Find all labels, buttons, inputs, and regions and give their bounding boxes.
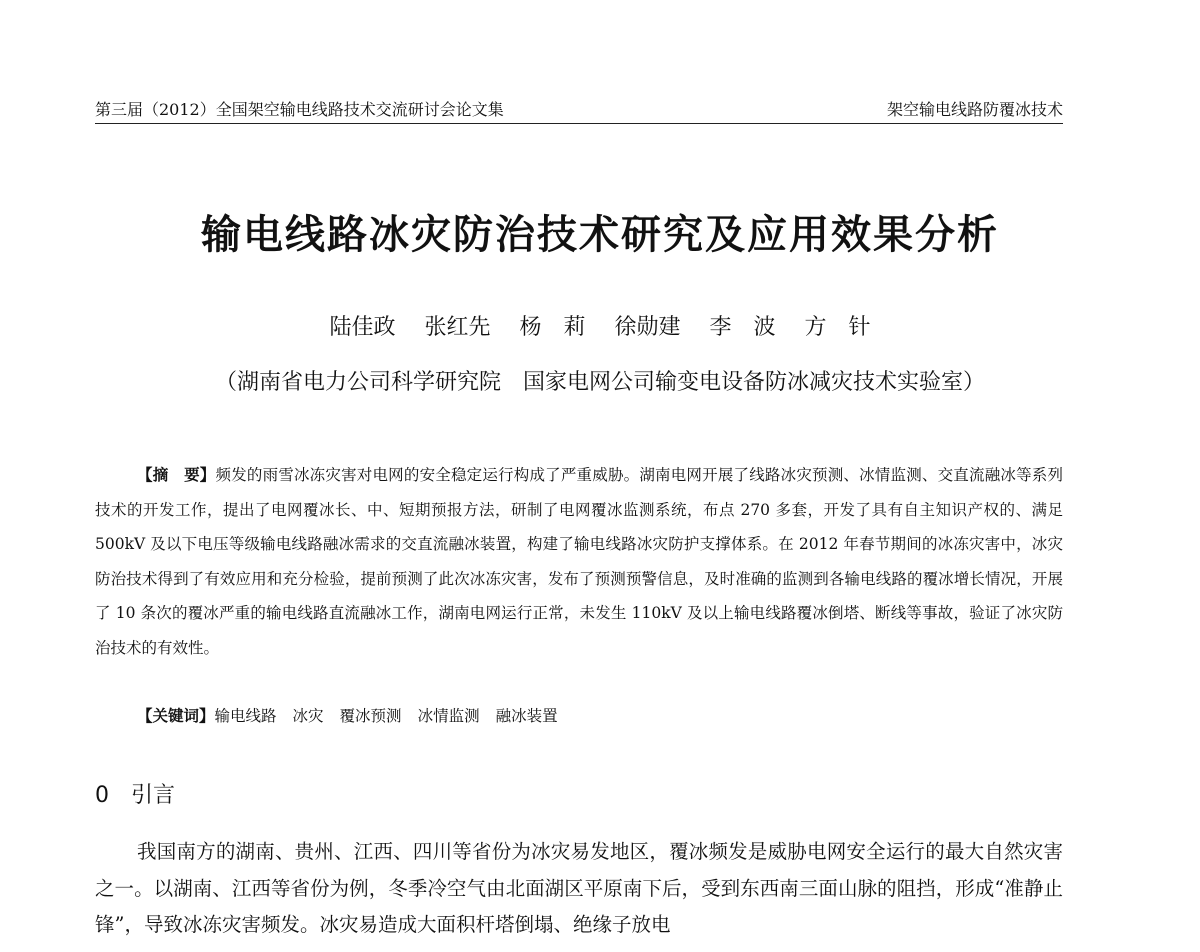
proceedings-title: 第三届（2012）全国架空输电线路技术交流研讨会论文集	[95, 100, 504, 119]
abstract-text: 频发的雨雪冰冻灾害对电网的安全稳定运行构成了严重威胁。湖南电网开展了线路冰灾预测、冰情监测、交直流融冰等系列技术的开发工作，提出了电网覆冰长、中、短期预报方法，研制了电网覆冰监测系统，布点 270 多套，开发了具有自主知识产权的、满足 500kV 及以下电压等级输电线路融冰需求的交直流融冰装置，构建了输电线路冰灾防护支撑体系。在 2012 年春节期间的冰冻灾害中，冰灾防治技术得到了有效应用和充分检验，提前预测了此次冰冻灾害，发布了预测预警信息，及时准确的监测到各输电线路的覆冰增长情况，开展了 10 条次的覆冰严重的输电线路直流融冰工作，湖南电网运行正常，未发生 110kV 及以上输电线路覆冰倒塔、断线等事故，验证了冰灾防治技术的有效性。	[95, 466, 1063, 657]
author-name: 张红先	[424, 315, 491, 340]
author-name: 李 波	[709, 315, 776, 340]
section-topic: 架空输电线路防覆冰技术	[886, 100, 1063, 119]
section-title: 引言	[131, 783, 176, 808]
keyword: 冰情监测	[417, 707, 480, 725]
keyword: 融冰装置	[495, 707, 558, 725]
author-name: 陆佳政	[329, 315, 396, 340]
keyword: 输电线路	[214, 707, 277, 725]
running-header	[95, 97, 1063, 124]
author-name: 杨 莉	[519, 315, 586, 340]
abstract	[95, 458, 1063, 665]
body-paragraph: 我国南方的湖南、贵州、江西、四川等省份为冰灾易发地区，覆冰频发是威胁电网安全运行的最大自然灾害之一。以湖南、江西等省份为例，冬季冷空气由北面湖区平原南下后，受到东西南三面山脉的阻挡，形成“准静止锋”，导致冰冻灾害频发。冰灾易造成大面积杆塔倒塌、绝缘子放电	[95, 840, 1063, 936]
abstract-label: 【摘 要】	[137, 466, 216, 484]
keyword: 冰灾	[292, 707, 324, 725]
paper-title: 输电线路冰灾防治技术研究及应用效果分析	[201, 212, 999, 258]
affiliation: （湖南省电力公司科学研究院 国家电网公司输变电设备防冰减灾技术实验室）	[214, 370, 985, 395]
section-number: 0	[95, 783, 109, 808]
keywords-label: 【关键词】	[137, 707, 215, 725]
section-heading	[95, 778, 175, 809]
keywords	[137, 704, 574, 726]
author-list	[0, 310, 1200, 341]
keyword: 覆冰预测	[339, 707, 402, 725]
author-name: 徐勋建	[614, 315, 681, 340]
author-name: 方 针	[804, 315, 871, 340]
